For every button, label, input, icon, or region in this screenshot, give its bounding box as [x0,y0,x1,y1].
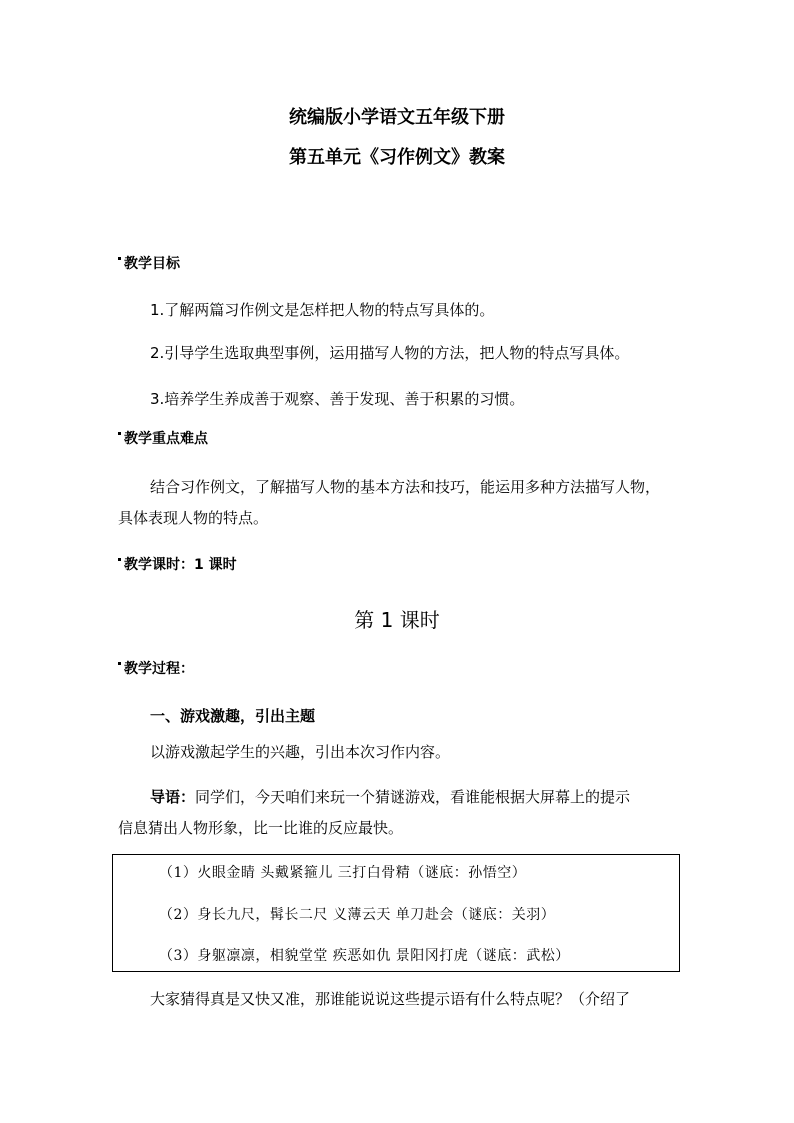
lesson-title: 第 1 课时 [354,608,440,632]
guide-label: 导语： [150,788,196,806]
heading-key-points [118,429,208,449]
objective-item-3: 3.培养学生养成善于观察、善于发现、善于积累的习惯。 [150,390,525,408]
riddle-box [112,854,680,972]
riddle-item-2: （2）身长九尺，髯长二尺 义薄云天 单刀赴会（谜底：关羽） [159,907,556,923]
heading-objectives [118,254,180,274]
document-subtitle: 第五单元《习作例文》教案 [289,147,505,168]
process-step-1-heading: 一、游戏激趣，引出主题 [150,707,316,725]
document-title: 统编版小学语文五年级下册 [289,107,505,128]
heading-process [118,659,194,679]
guide-line-2: 信息猜出人物形象，比一比谁的反应最快。 [118,819,404,837]
bullet-icon [118,558,121,561]
guide-text-1: 同学们，今天咱们来玩一个猜谜游戏，看谁能根据大屏幕上的提示 [195,788,631,806]
heading-hours-text: 教学课时：1 课时 [124,557,237,573]
bullet-icon [118,432,121,435]
guide-line-1 [150,786,630,808]
heading-hours [118,555,237,575]
riddle-item-3: （3）身躯凛凛，相貌堂堂 疾恶如仇 景阳冈打虎（谜底：武松） [159,948,570,964]
key-points-line-2: 具体表现人物的特点。 [118,509,269,527]
bullet-icon [118,257,121,260]
objective-item-1: 1.了解两篇习作例文是怎样把人物的特点写具体的。 [150,301,495,319]
heading-process-text: 教学过程： [124,661,194,677]
closing-line: 大家猜得真是又快又准，那谁能说说这些提示语有什么特点呢？（介绍了 [150,990,631,1008]
bullet-icon [118,662,121,665]
objective-item-2: 2.引导学生选取典型事例，运用描写人物的方法，把人物的特点写具体。 [150,344,630,362]
process-intro: 以游戏激起学生的兴趣，引出本次习作内容。 [150,743,451,761]
heading-objectives-text: 教学目标 [124,256,180,272]
key-points-line-1: 结合习作例文，了解描写人物的基本方法和技巧，能运用多种方法描写人物， [150,478,661,496]
heading-key-points-text: 教学重点难点 [124,431,208,447]
riddle-item-1: （1）火眼金睛 头戴紧箍儿 三打白骨精（谜底：孙悟空） [159,865,527,881]
